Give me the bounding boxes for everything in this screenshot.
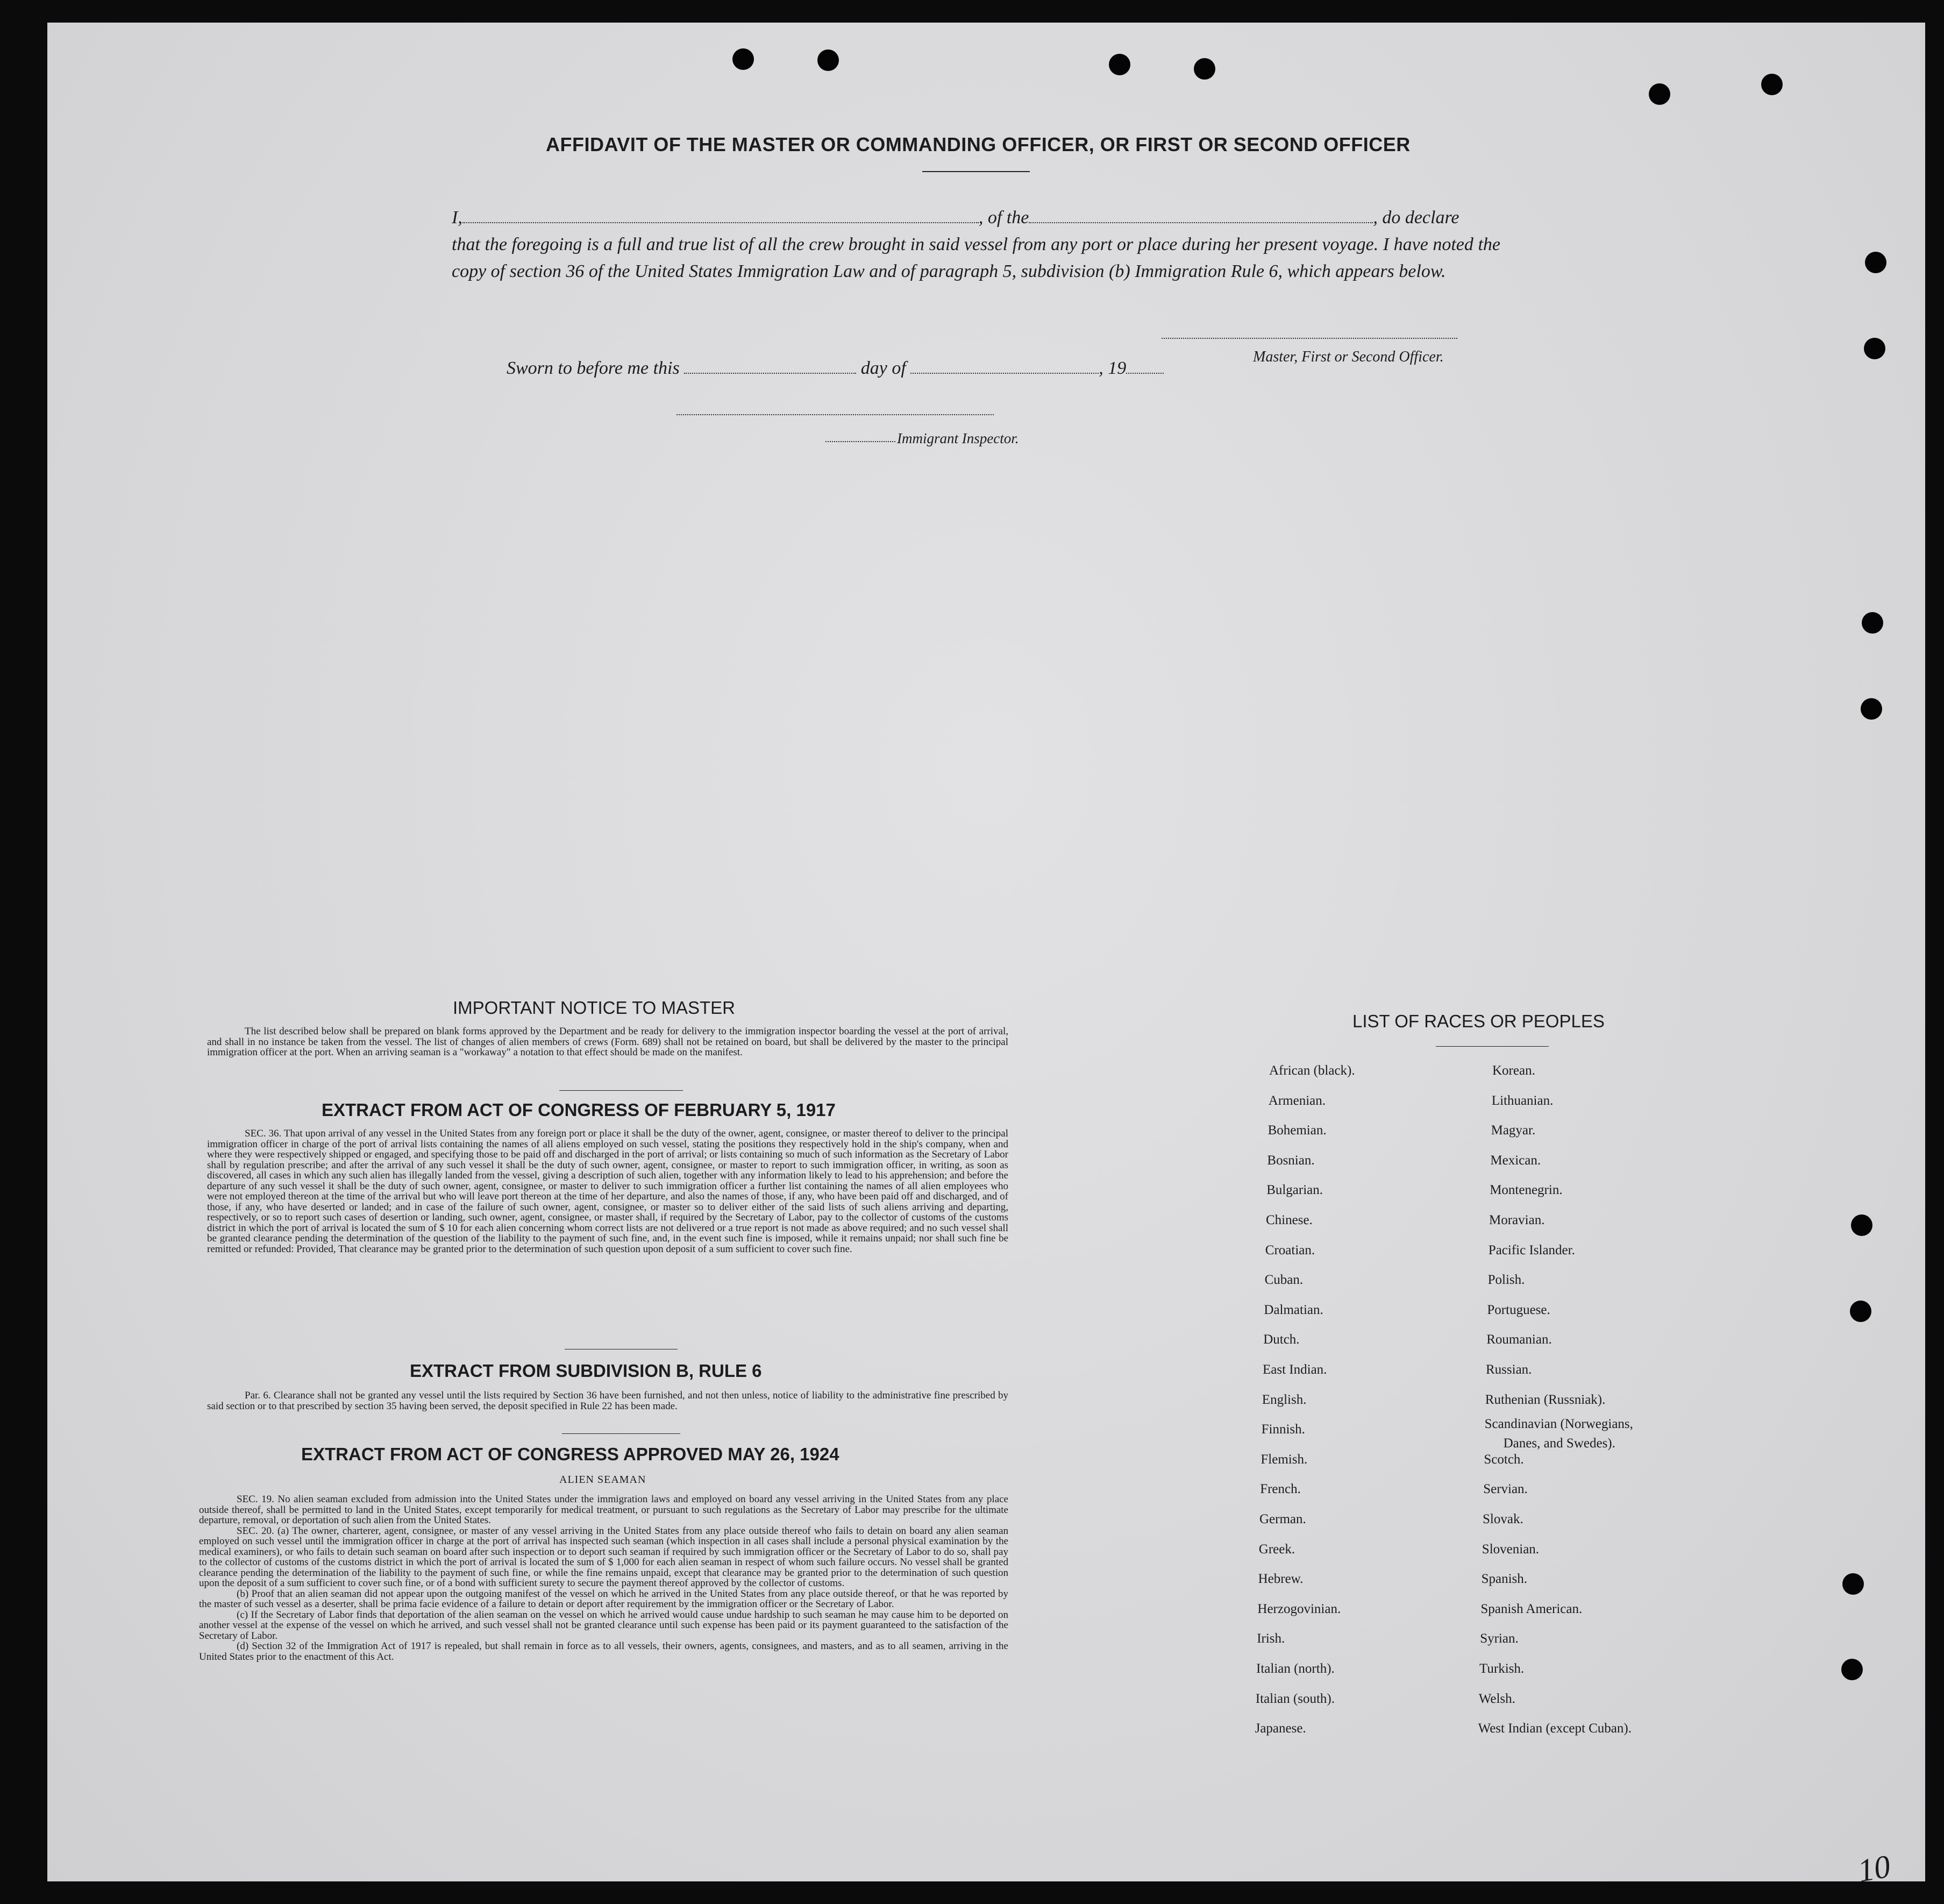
race-item: Slovak. bbox=[1483, 1512, 1523, 1526]
sworn-year-label: , 19 bbox=[1099, 358, 1127, 378]
race-item: Irish. bbox=[1257, 1631, 1285, 1646]
race-item: Hebrew. bbox=[1258, 1572, 1304, 1587]
sworn-day-field[interactable] bbox=[684, 358, 856, 374]
race-item: Syrian. bbox=[1480, 1631, 1519, 1646]
race-item: Scandinavian (Norwegians, bbox=[1484, 1417, 1633, 1432]
race-item: Dutch. bbox=[1263, 1332, 1300, 1347]
race-item: Pacific Islander. bbox=[1488, 1242, 1575, 1258]
notice-paragraph: The list described below shall be prepared on blank forms approved by the Department and be ready for delivery to the immigration inspector boarding the vessel at the port of arrival, and shall in no instance be taken from the vessel. The list of changes of alien members of crews (Form. 689) shall not be retained on board, but shall be delivered by the master to the principal immigration officer at the port. When an arriving seaman is a "workaway" a notation to that effect should be made on the manifest. bbox=[207, 1026, 1008, 1058]
race-item: Bosnian. bbox=[1267, 1153, 1315, 1168]
sec-20a-paragraph: SEC. 20. (a) The owner, charterer, agent, consignee, or master of any vessel arriving in the United States from any place outside thereof who fails to detain on board any alien seaman employed on such vessel until the immigration officer in charge at the port of arrival has inspected such seaman (which inspection in all cases shall include a personal physical examination by the medical examiners), or who fails to detain such seaman on board after such inspection or to deport such seaman if required by such immigration officer or the Secretary of Labor to do so, shall pay to the collector of customs of the customs district in which the port of arrival is located the sum of $ 1,000 for each alien seaman in respect of whom such failure occurs. No vessel shall be granted clearance pending the determination of the liability to the payment of such fine, or while the fine remains unpaid, except that clearance may be granted prior to the determination of such question upon the deposit of a sum sufficient to cover such fine, or of a bond with sufficient surety to secure the payment thereof approved by the collector of customs. bbox=[199, 1525, 1008, 1589]
punch-hole bbox=[1841, 1659, 1863, 1680]
punch-hole bbox=[1851, 1214, 1872, 1236]
race-item: Moravian. bbox=[1489, 1213, 1545, 1227]
punch-hole bbox=[1194, 58, 1215, 80]
notice-title: IMPORTANT NOTICE TO MASTER bbox=[453, 998, 736, 1018]
sworn-year-field[interactable] bbox=[1126, 358, 1164, 374]
race-item: Dalmatian. bbox=[1264, 1302, 1323, 1317]
sworn-line bbox=[507, 358, 1164, 379]
par-6-paragraph: Par. 6. Clearance shall not be granted any vessel until the lists required by Section 36 have been furnished, and not then unless, notice of liability to the administrative fine prescribed by said section or to that prescribed by section 35 having been served, the deposit specified in Rule 22 has been made. bbox=[207, 1390, 1008, 1412]
section-divider bbox=[562, 1433, 680, 1434]
sec-20d-paragraph: (d) Section 32 of the Immigration Act of 1917 is repealed, but shall remain in force as to all vessels, their owners, agents, consignees, and masters, and as to all seamen, arriving in the United States prior to the enactment of this Act. bbox=[199, 1640, 1008, 1663]
punch-hole bbox=[1649, 83, 1670, 105]
race-item: East Indian. bbox=[1263, 1362, 1327, 1377]
race-item: Spanish American. bbox=[1480, 1601, 1583, 1616]
extract-1924-text bbox=[199, 1494, 1008, 1662]
affidavit-title: AFFIDAVIT OF THE MASTER OR COMMANDING OFFICER, OR FIRST OR SECOND OFFICER bbox=[546, 133, 1411, 155]
extract-1917-text bbox=[207, 1128, 1008, 1254]
punch-hole bbox=[732, 48, 754, 70]
sworn-month-field[interactable] bbox=[910, 358, 1099, 374]
race-item: Mexican. bbox=[1490, 1153, 1541, 1168]
master-signature-field[interactable] bbox=[1162, 338, 1457, 339]
punch-hole bbox=[1865, 252, 1886, 273]
title-divider bbox=[922, 171, 1030, 172]
race-item: Herzogovinian. bbox=[1257, 1601, 1341, 1616]
affidavit-statement: that the foregoing is a full and true list of all the crew brought in said vessel from any port or place during her present voyage. I have noted the copy of section 36 of the United States Immigration Law and of paragraph 5, subdivision (b) Immigration Rule 6, which appears below. bbox=[452, 235, 1500, 281]
extract-1917-title: EXTRACT FROM ACT OF CONGRESS OF FEBRUARY 5, 1917 bbox=[322, 1100, 836, 1120]
sec-19-paragraph: SEC. 19. No alien seaman excluded from admission into the United States under the immigration laws and employed on board any vessel arriving in the United States from any place outside thereof, shall be permitted to land in the United States, except temporarily for medical treatment, or pursuant to such regulations as the Secretary of Labor may prescribe for the ultimate departure, removal, or deportation of such alien from the United States. bbox=[199, 1494, 1008, 1526]
race-item: Italian (south). bbox=[1255, 1691, 1335, 1706]
alien-seaman-subtitle: ALIEN SEAMAN bbox=[559, 1474, 646, 1486]
sworn-day-label: day of bbox=[860, 358, 906, 378]
race-item: Danes, and Swedes). bbox=[1503, 1436, 1615, 1451]
punch-hole bbox=[1761, 74, 1783, 95]
page-number: 10 bbox=[1855, 1848, 1893, 1889]
inspector-signature-field[interactable] bbox=[677, 414, 994, 415]
sec-36-paragraph: SEC. 36. That upon arrival of any vessel in the United States from any foreign port or place it shall be the duty of the owner, agent, consignee, or master thereof to deliver to the principal immigration officer in charge of the port of arrival lists containing the names of all aliens employed on such vessel, stating the positions they respectively hold in the ship's company, when and where they were respectively shipped or engaged, and specifying those to be paid off and discharged in the port of arrival; or lists containing so much of such information as the Secretary of Labor shall by regulation prescribe; and after the arrival of any such vessel it shall be the duty of such owner, agent, consignee, or master to report to such immigration officer, in writing, as soon as discovered, all cases in which any such alien has illegally landed from the vessel, giving a description of such alien, together with any information likely to lead to his apprehension; and before the departure of any such vessel it shall be the duty of such owner, agent, consignee, or master to deliver to such immigration officer a further list containing the names of all alien employees who were not employed thereon at the time of the arrival but who will leave port thereon at the time of her departure, and also the names of those, if any, who have been paid off and discharged, and of those, if any, who have deserted or landed; and in case of the failure of such owner, agent, consignee, or master so to deliver either of the said lists of such aliens arriving and departing, respectively, or so to report such cases of desertion or landing, such owner, agent, consignee, or master shall, if required by the Secretary of Labor, pay to the collector of customs of the customs district in which the port of arrival is located the sum of $ 10 for each alien concerning whom correct lists are not delivered or a true report is not made as above required; and no such vessel shall be granted clearance pending the determination of the question of the liability to the payment of such fine, and, in the event such fine is imposed, while it remains unpaid; nor shall such fine be remitted or refunded: Provided, That clearance may be granted prior to the determination of such question upon deposit of a sum sufficient to cover such fine. bbox=[207, 1128, 1008, 1255]
races-title: LIST OF RACES OR PEOPLES bbox=[1352, 1011, 1605, 1031]
race-item: English. bbox=[1262, 1392, 1307, 1407]
notice-text bbox=[207, 1026, 1008, 1058]
race-item: West Indian (except Cuban). bbox=[1478, 1721, 1632, 1736]
race-item: Greek. bbox=[1258, 1541, 1295, 1557]
race-item: Russian. bbox=[1486, 1362, 1532, 1377]
race-item: Finnish. bbox=[1261, 1422, 1305, 1437]
declarant-label: I, bbox=[452, 208, 462, 228]
race-item: Ruthenian (Russniak). bbox=[1485, 1392, 1606, 1407]
section-divider bbox=[559, 1090, 683, 1091]
inspector-name-dots bbox=[825, 441, 895, 442]
punch-hole bbox=[1862, 612, 1883, 634]
race-item: Japanese. bbox=[1255, 1721, 1306, 1736]
race-item: Spanish. bbox=[1481, 1572, 1528, 1587]
vessel-name-field[interactable] bbox=[1029, 207, 1373, 223]
punch-hole bbox=[1850, 1301, 1871, 1322]
vessel-label: , of the bbox=[978, 208, 1029, 228]
master-signature-caption: Master, First or Second Officer. bbox=[1253, 349, 1444, 365]
race-item: Korean. bbox=[1492, 1063, 1535, 1078]
extract-rule6-title: EXTRACT FROM SUBDIVISION B, RULE 6 bbox=[410, 1361, 762, 1381]
race-item: Welsh. bbox=[1478, 1691, 1515, 1706]
punch-hole bbox=[1861, 698, 1882, 720]
race-item: Turkish. bbox=[1479, 1661, 1525, 1676]
race-item: Lithuanian. bbox=[1491, 1093, 1554, 1108]
punch-hole bbox=[1842, 1573, 1864, 1595]
punch-hole bbox=[1864, 338, 1885, 359]
punch-hole bbox=[817, 49, 839, 71]
punch-hole bbox=[1109, 54, 1130, 75]
race-item: Montenegrin. bbox=[1490, 1183, 1563, 1198]
race-item: German. bbox=[1259, 1512, 1306, 1526]
race-item: Polish. bbox=[1487, 1273, 1525, 1288]
race-item: Magyar. bbox=[1491, 1123, 1536, 1138]
race-item: Cuban. bbox=[1264, 1273, 1304, 1288]
affidavit-body bbox=[452, 204, 1500, 285]
race-item: Portuguese. bbox=[1487, 1302, 1550, 1317]
race-item: Scotch. bbox=[1484, 1452, 1524, 1467]
race-item: Italian (north). bbox=[1256, 1661, 1335, 1676]
race-item: African (black). bbox=[1269, 1063, 1355, 1078]
race-item: Flemish. bbox=[1261, 1452, 1308, 1467]
race-item: Croatian. bbox=[1265, 1242, 1315, 1258]
extract-rule6-text bbox=[207, 1390, 1008, 1411]
race-item: Servian. bbox=[1483, 1482, 1528, 1497]
race-item: Bulgarian. bbox=[1266, 1183, 1323, 1198]
race-item: French. bbox=[1260, 1482, 1301, 1497]
race-item: Slovenian. bbox=[1482, 1541, 1540, 1557]
race-item: Roumanian. bbox=[1486, 1332, 1552, 1347]
declare-label: , do declare bbox=[1373, 208, 1459, 228]
sworn-prefix: Sworn to before me this bbox=[507, 358, 680, 378]
races-divider bbox=[1436, 1046, 1549, 1047]
race-item: Bohemian. bbox=[1267, 1123, 1327, 1138]
race-item: Armenian. bbox=[1268, 1093, 1326, 1108]
extract-1924-title: EXTRACT FROM ACT OF CONGRESS APPROVED MAY 26, 1924 bbox=[301, 1444, 839, 1464]
sec-20b-paragraph: (b) Proof that an alien seaman did not appear upon the outgoing manifest of the vessel on which he arrived in the United States from any place outside thereof, or that he was reported by the master of such vessel as a deserter, shall be prima facie evidence of a failure to detain or deport after requirement by the immigration officer or the Secretary of Labor. bbox=[199, 1588, 1008, 1610]
inspector-caption: Immigrant Inspector. bbox=[897, 430, 1019, 446]
declarant-name-field[interactable] bbox=[462, 207, 979, 223]
race-item: Chinese. bbox=[1266, 1213, 1313, 1227]
sec-20c-paragraph: (c) If the Secretary of Labor finds that deportation of the alien seaman on the vessel on which he arrived would cause undue hardship to such seaman he may cause him to be deported on another vessel at the expense of the vessel on which he arrived, and such vessel shall not be granted clearance until such expense has been paid or its payment guaranteed to the satisfaction of the Secretary of Labor. bbox=[199, 1609, 1008, 1642]
